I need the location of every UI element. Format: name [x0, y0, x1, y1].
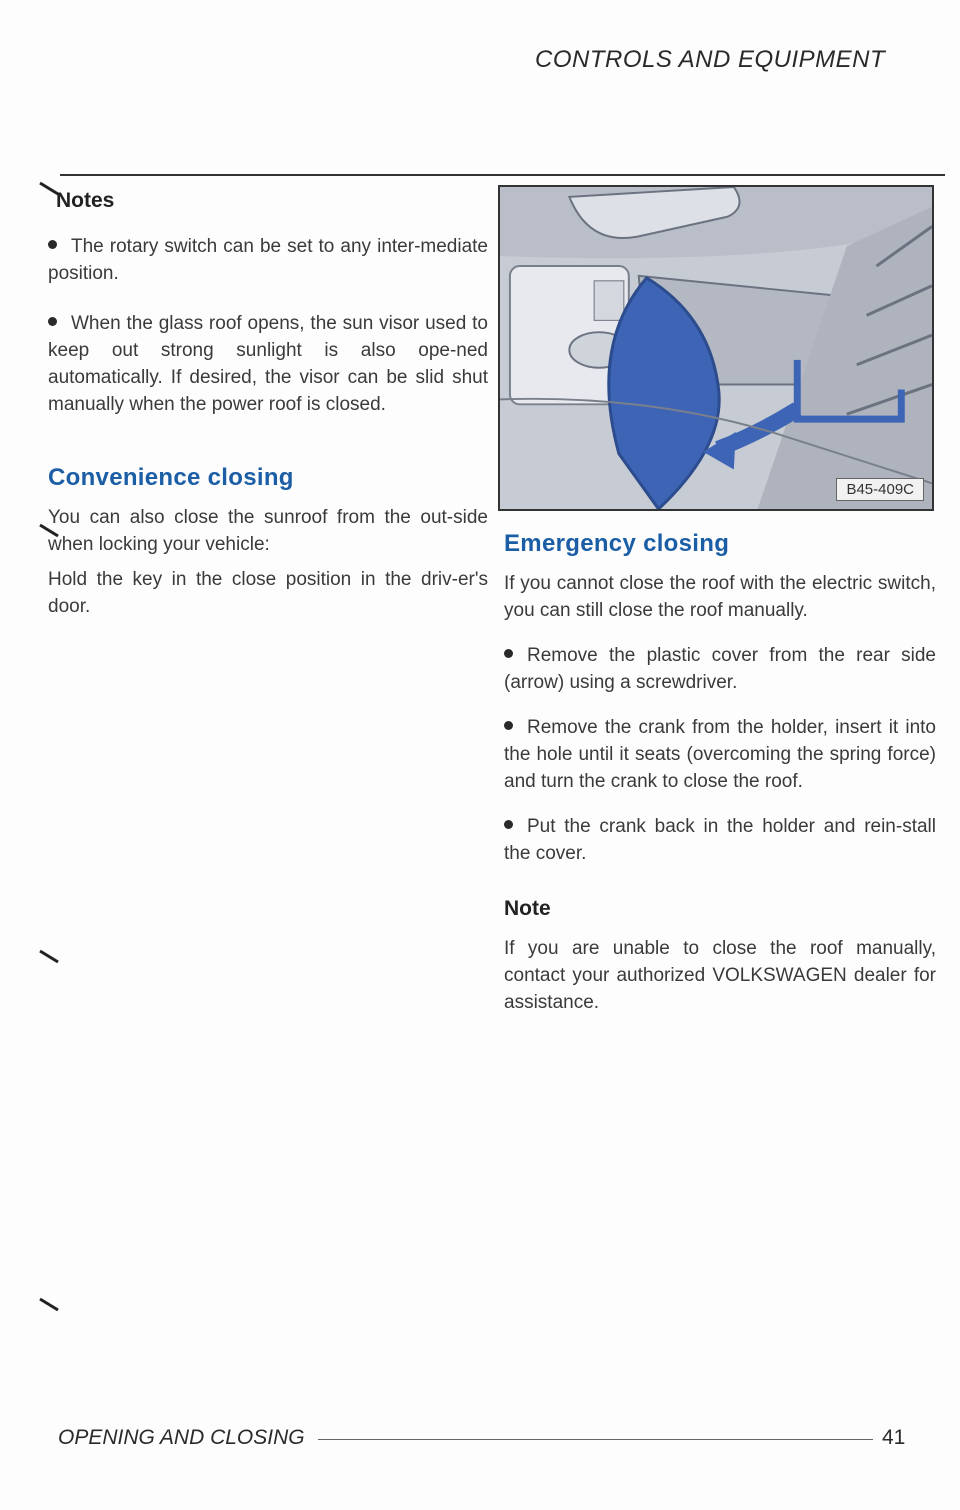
- page-number: 41: [882, 1426, 906, 1449]
- note-heading: Note: [504, 897, 551, 920]
- bullet-icon: [504, 649, 513, 658]
- emergency-step: [504, 813, 936, 867]
- bullet-icon: [504, 820, 513, 829]
- notes-item-text: When the glass roof opens, the sun visor used to keep out strong sunlight is also ope-ned automatically. If desired, the visor can be slid shut manually when the power roof is closed.: [48, 313, 488, 415]
- footer-rule: [318, 1439, 873, 1440]
- footer-section-title: OPENING AND CLOSING: [58, 1426, 305, 1449]
- sunroof-illustration: [500, 187, 932, 509]
- corner-mark: [38, 1296, 60, 1312]
- emergency-heading: Emergency closing: [504, 530, 730, 557]
- notes-item-text: The rotary switch can be set to any inter-mediate position.: [48, 236, 488, 284]
- bullet-icon: [48, 317, 57, 326]
- right-column: [504, 530, 936, 1016]
- notes-item: [48, 310, 488, 418]
- figure-sunroof-crank: [498, 185, 934, 511]
- header-rule: [60, 174, 945, 176]
- emergency-step: [504, 714, 936, 795]
- corner-mark: [38, 948, 60, 964]
- emergency-step-text: Remove the plastic cover from the rear side (arrow) using a screwdriver.: [504, 645, 936, 693]
- bullet-icon: [504, 721, 513, 730]
- bullet-icon: [48, 240, 57, 249]
- note-text: If you are unable to close the roof manually, contact your authorized VOLKSWAGEN dealer for assistance.: [504, 938, 936, 1013]
- convenience-paragraph: You can also close the sunroof from the out-side when locking your vehicle:: [48, 507, 488, 555]
- emergency-step-text: Put the crank back in the holder and rein-stall the cover.: [504, 816, 936, 864]
- notes-heading: Notes: [56, 189, 115, 212]
- notes-item: [48, 233, 488, 287]
- convenience-heading: Convenience closing: [48, 464, 294, 491]
- emergency-intro: If you cannot close the roof with the electric switch, you can still close the roof manually.: [504, 573, 936, 621]
- convenience-paragraph: Hold the key in the close position in the driv-er's door.: [48, 569, 488, 617]
- left-column: [48, 183, 488, 620]
- emergency-step: [504, 642, 936, 696]
- emergency-step-text: Remove the crank from the holder, insert it into the hole until it seats (overcoming the spring force) and turn the crank to close the roof.: [504, 717, 936, 792]
- running-header: CONTROLS AND EQUIPMENT: [535, 46, 886, 73]
- figure-label: B45-409C: [836, 478, 924, 501]
